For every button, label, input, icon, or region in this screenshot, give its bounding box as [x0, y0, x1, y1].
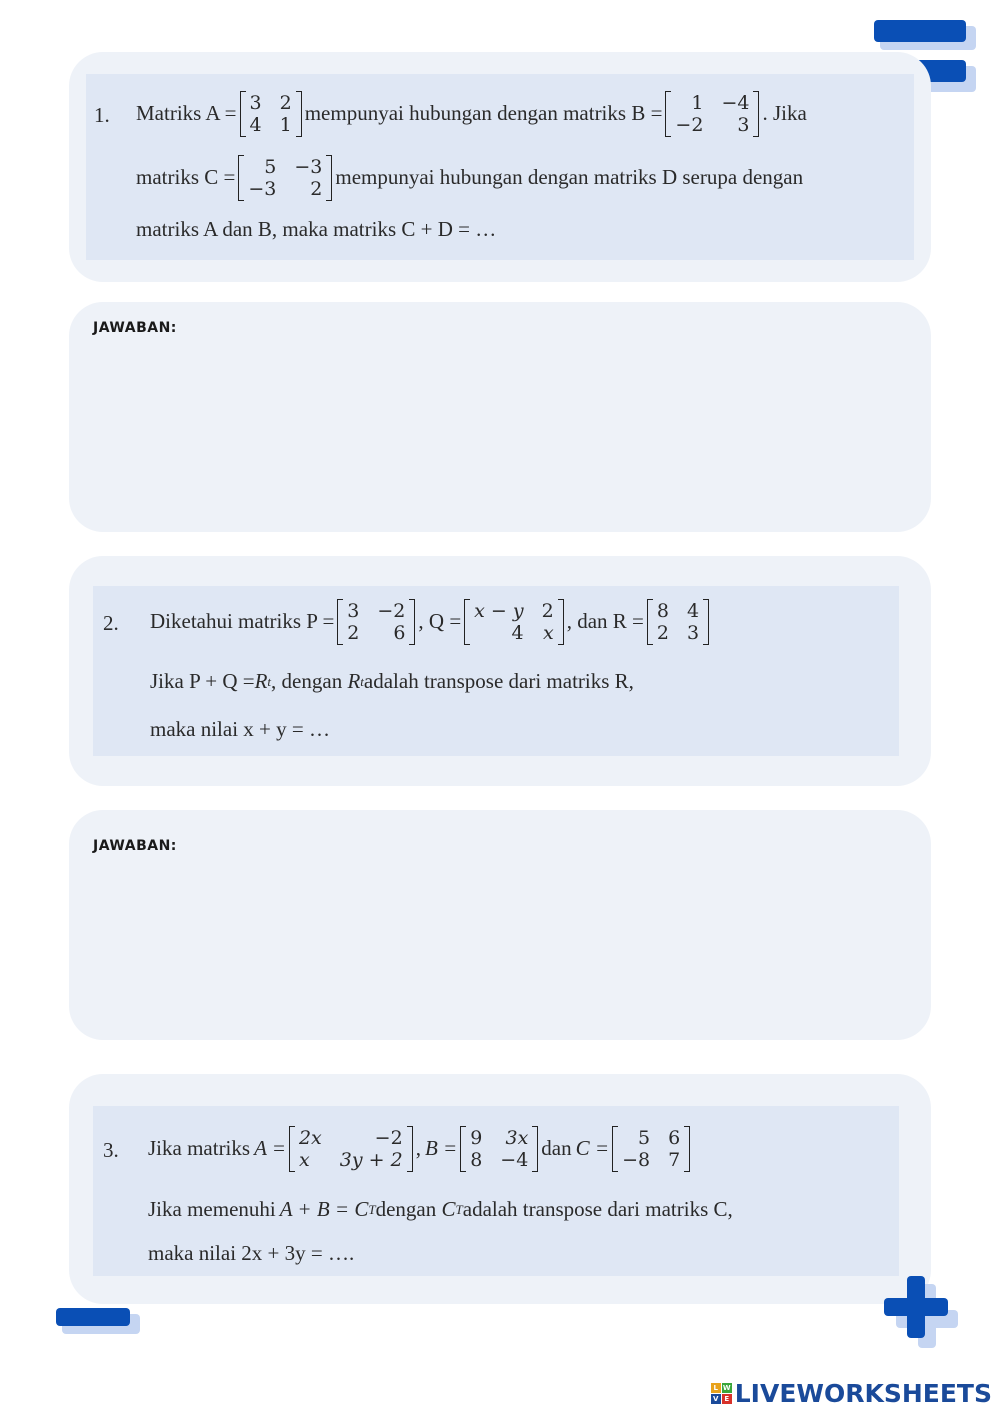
plus-icon-vertical	[907, 1276, 925, 1338]
math-symbol: A =	[254, 1136, 286, 1161]
matrix-cell: 2	[347, 622, 360, 644]
text: , dengan	[271, 669, 343, 694]
logo-cell: E	[722, 1394, 732, 1404]
matrix-cell: 6	[668, 1127, 681, 1149]
text: adalah transpose dari matriks R,	[363, 669, 634, 694]
matrix-cell: 2	[656, 622, 669, 644]
matrix-cell: 7	[668, 1149, 681, 1171]
text: mempunyai hubungan dengan matriks D serupa dengan	[335, 165, 804, 190]
text: Jika P + Q =	[150, 669, 255, 694]
matrix-cell: x	[298, 1149, 310, 1171]
math-equation: A + B = C	[279, 1197, 369, 1222]
deco-bar-top	[874, 20, 966, 42]
matrix-cell: 2x	[298, 1127, 322, 1149]
matrix-cell: 8	[656, 600, 669, 622]
matrix-cell: 6	[393, 622, 406, 644]
matrix-cell: 3	[347, 600, 360, 622]
matrix-cell: 4	[686, 600, 700, 622]
matrix-cell: −3	[248, 178, 277, 200]
question-number: 3.	[103, 1138, 119, 1162]
text: matriks A dan B, maka matriks C + D = …	[136, 217, 497, 242]
question-3-line-1	[148, 1122, 693, 1176]
answer-1-card[interactable]	[69, 302, 931, 532]
matrix-cell: 1	[279, 114, 292, 136]
math-symbol: C	[441, 1197, 456, 1222]
question-3-line-2	[148, 1196, 733, 1224]
matrix-b	[665, 91, 759, 137]
matrix-cell: −2	[377, 600, 406, 622]
deco-bar-bottom	[56, 1308, 130, 1326]
matrix-cell: −8	[622, 1149, 651, 1171]
matrix-cell: −2	[374, 1127, 403, 1149]
question-number: 2.	[103, 611, 119, 635]
matrix-p	[337, 599, 415, 645]
matrix-q	[464, 599, 564, 645]
question-1-line-1	[136, 88, 807, 140]
matrix-cell: 9	[470, 1127, 483, 1149]
matrix-cell: 4	[511, 622, 524, 644]
logo-cell: L	[711, 1383, 721, 1393]
text: Matriks A =	[136, 101, 237, 126]
text: Jika matriks	[148, 1136, 251, 1161]
question-2-line-3	[150, 716, 330, 744]
matrix-a	[289, 1126, 413, 1172]
matrix-cell: 3x	[505, 1127, 529, 1149]
matrix-c	[612, 1126, 690, 1172]
text: adalah transpose dari matriks C,	[462, 1197, 733, 1222]
matrix-cell: 8	[470, 1149, 483, 1171]
text: dengan	[375, 1197, 437, 1222]
matrix-cell: −4	[721, 92, 750, 114]
text: , dan R =	[566, 609, 644, 634]
logo-text: LIVEWORKSHEETS	[734, 1379, 992, 1408]
liveworksheets-logo	[711, 1379, 992, 1408]
matrix-a	[240, 91, 302, 137]
math-symbol: R	[347, 669, 361, 694]
matrix-cell: 2	[279, 92, 292, 114]
matrix-cell: 5	[264, 156, 277, 178]
math-symbol: C =	[575, 1136, 610, 1161]
matrix-cell: 4	[249, 114, 262, 136]
matrix-cell: x − y	[474, 600, 524, 622]
question-2-line-1	[150, 596, 712, 648]
text: Diketahui matriks P =	[150, 609, 335, 634]
matrix-cell: 2	[310, 178, 323, 200]
matrix-c	[238, 155, 332, 201]
superscript: T	[455, 1202, 463, 1218]
text: dan	[541, 1136, 572, 1161]
question-1-line-2	[136, 152, 803, 204]
logo-cell: V	[711, 1394, 721, 1404]
matrix-cell: −3	[294, 156, 323, 178]
question-2-line-2	[150, 668, 634, 696]
text: . Jika	[762, 101, 807, 126]
answer-label: JAWABAN:	[93, 838, 177, 854]
answer-label: JAWABAN:	[93, 320, 177, 336]
matrix-cell: 5	[637, 1127, 651, 1149]
text: , Q =	[418, 609, 462, 634]
question-3-line-3	[148, 1240, 354, 1268]
matrix-cell: x	[543, 622, 554, 644]
text: Jika memenuhi	[148, 1197, 276, 1222]
math-symbol: R	[254, 669, 268, 694]
matrix-cell: 3y + 2	[339, 1149, 403, 1171]
matrix-cell: 2	[541, 600, 554, 622]
text: maka nilai x + y = …	[150, 717, 330, 742]
logo-cell: W	[722, 1384, 731, 1392]
math-symbol: B =	[424, 1136, 458, 1161]
logo-icon	[711, 1383, 732, 1404]
question-3-card	[69, 1074, 931, 1304]
matrix-cell: −4	[500, 1149, 529, 1171]
matrix-cell: −2	[675, 114, 704, 136]
matrix-cell: 3	[737, 114, 750, 136]
superscript: t	[360, 674, 364, 690]
text: matriks C =	[136, 165, 236, 190]
matrix-cell: 1	[691, 92, 704, 114]
superscript: T	[368, 1202, 376, 1218]
matrix-b	[460, 1126, 538, 1172]
text: ,	[415, 1136, 421, 1161]
question-number: 1.	[94, 103, 110, 127]
matrix-cell: 3	[249, 92, 262, 114]
matrix-r	[647, 599, 709, 645]
answer-2-card[interactable]	[69, 810, 931, 1040]
matrix-cell: 3	[686, 622, 700, 644]
superscript: t	[267, 674, 272, 690]
question-1-line-3	[136, 216, 496, 244]
text: maka nilai 2x + 3y = ….	[148, 1241, 355, 1266]
text: mempunyai hubungan dengan matriks B =	[304, 101, 663, 126]
